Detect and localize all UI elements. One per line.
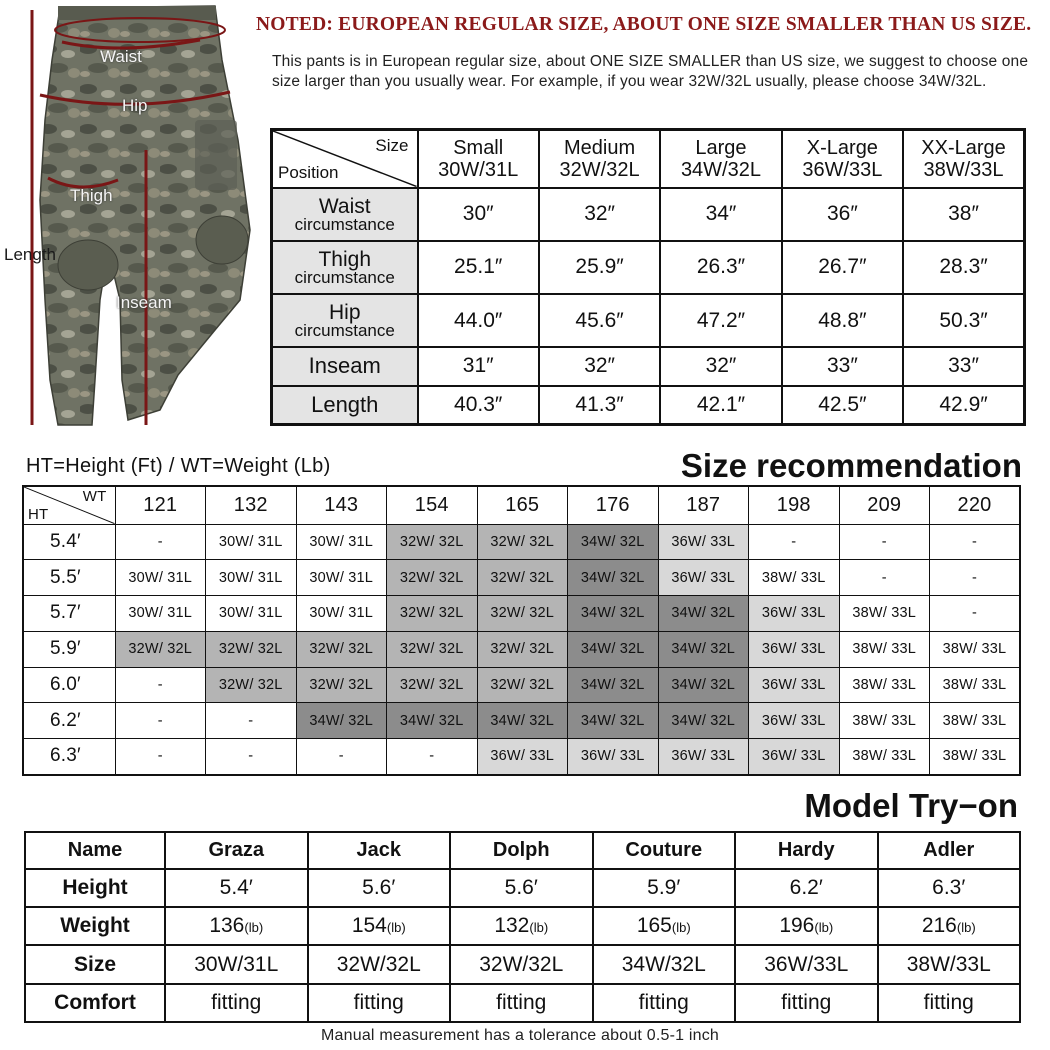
model-comfort-value: fitting bbox=[308, 984, 451, 1022]
size-chart-row bbox=[272, 294, 1025, 347]
recommended-size-cell: 38W/ 33L bbox=[839, 667, 930, 703]
recommended-size-cell: 34W/ 32L bbox=[296, 703, 387, 739]
recommended-size-cell: - bbox=[115, 524, 206, 560]
model-tryon-title: Model Try−on bbox=[804, 787, 1018, 824]
model-comfort-row bbox=[25, 984, 1020, 1022]
weight-header: 132 bbox=[206, 486, 297, 524]
measurement-label bbox=[272, 241, 418, 294]
model-weight-number: 196 bbox=[779, 914, 815, 938]
measurement-value: 42.9″ bbox=[903, 386, 1024, 425]
figure-label-length: Length bbox=[4, 245, 56, 264]
model-weight-value bbox=[735, 907, 878, 945]
recommended-size-cell: 36W/ 33L bbox=[477, 738, 568, 775]
size-name: Medium bbox=[564, 136, 636, 159]
recommended-size-cell: 36W/ 33L bbox=[658, 738, 749, 775]
recommended-size-cell: - bbox=[839, 560, 930, 596]
recommended-size-cell: 30W/ 31L bbox=[296, 524, 387, 560]
recommended-size-cell: 38W/ 33L bbox=[839, 596, 930, 632]
measurement-label bbox=[272, 188, 418, 241]
model-header-row bbox=[25, 832, 1020, 869]
recommended-size-cell: 32W/ 32L bbox=[387, 524, 478, 560]
note-body: This pants is in European regular size, about ONE SIZE SMALLER than US size, we suggest to choose one size larger than you usually wear. For example, if you wear 32W/32L usually, please choose 34W/32L. bbox=[272, 53, 1029, 90]
recommended-size-cell: 30W/ 31L bbox=[206, 524, 297, 560]
weight-header: 187 bbox=[658, 486, 749, 524]
size-code: 30W/31L bbox=[438, 158, 519, 181]
recommended-size-cell: 38W/ 33L bbox=[930, 738, 1021, 775]
recommended-size-cell: - bbox=[115, 667, 206, 703]
size-name: XX-Large bbox=[921, 136, 1006, 159]
recommended-size-cell: 34W/ 32L bbox=[568, 524, 659, 560]
recommended-size-cell: - bbox=[206, 703, 297, 739]
size-column-header bbox=[418, 130, 539, 188]
model-weight-value bbox=[450, 907, 593, 945]
recommended-size-cell: 30W/ 31L bbox=[115, 596, 206, 632]
recommended-size-cell: 36W/ 33L bbox=[658, 524, 749, 560]
height-label: 6.2′ bbox=[23, 703, 115, 739]
recommended-size-cell: 34W/ 32L bbox=[477, 703, 568, 739]
measurement-sub: circumstance bbox=[294, 267, 395, 287]
measurement-sub: circumstance bbox=[294, 214, 395, 234]
measurement-value: 34″ bbox=[660, 188, 781, 241]
model-tryon-table bbox=[24, 831, 1021, 1023]
size-column-header bbox=[782, 130, 903, 188]
recommended-size-cell: 32W/ 32L bbox=[477, 524, 568, 560]
measurement-name: Thigh bbox=[318, 247, 372, 271]
measurement-value: 26.7″ bbox=[782, 241, 903, 294]
model-row-label: Weight bbox=[25, 907, 165, 945]
recommended-size-cell: 30W/ 31L bbox=[206, 596, 297, 632]
model-weight-number: 165 bbox=[636, 914, 672, 938]
recommendation-title: Size recommendation bbox=[680, 447, 1022, 484]
corner-wt-label: WT bbox=[82, 488, 107, 505]
size-name: Large bbox=[695, 136, 747, 159]
measurement-value: 50.3″ bbox=[903, 294, 1024, 347]
model-weight-number: 216 bbox=[921, 914, 957, 938]
weight-header: 209 bbox=[839, 486, 930, 524]
recommendation-row bbox=[23, 560, 1020, 596]
weight-header: 198 bbox=[749, 486, 840, 524]
recommended-size-cell: 32W/ 32L bbox=[387, 596, 478, 632]
measurement-value: 31″ bbox=[418, 347, 539, 385]
recommended-size-cell: - bbox=[930, 524, 1021, 560]
model-name: Dolph bbox=[450, 832, 593, 869]
measurement-value: 42.1″ bbox=[660, 386, 781, 425]
recommended-size-cell: 38W/ 33L bbox=[930, 703, 1021, 739]
model-comfort-value: fitting bbox=[450, 984, 593, 1022]
size-chart-corner bbox=[272, 130, 418, 188]
measurement-value: 42.5″ bbox=[782, 386, 903, 425]
model-name: Couture bbox=[593, 832, 736, 869]
weight-header: 176 bbox=[568, 486, 659, 524]
model-height-value: 5.9′ bbox=[593, 869, 736, 907]
size-chart-header-row bbox=[272, 130, 1025, 188]
recommended-size-cell: 34W/ 32L bbox=[568, 667, 659, 703]
measurement-value: 40.3″ bbox=[418, 386, 539, 425]
model-height-value: 5.6′ bbox=[450, 869, 593, 907]
size-code: 38W/33L bbox=[923, 158, 1004, 181]
height-label: 5.5′ bbox=[23, 560, 115, 596]
model-row-label: Height bbox=[25, 869, 165, 907]
recommended-size-cell: - bbox=[115, 738, 206, 775]
recommended-size-cell: 32W/ 32L bbox=[477, 560, 568, 596]
recommended-size-cell: 32W/ 32L bbox=[115, 631, 206, 667]
corner-position-label: Position bbox=[278, 162, 339, 182]
model-row-label: Size bbox=[25, 945, 165, 983]
measurement-value: 45.6″ bbox=[539, 294, 660, 347]
weight-header: 220 bbox=[930, 486, 1021, 524]
measurement-value: 26.3″ bbox=[660, 241, 781, 294]
recommended-size-cell: - bbox=[930, 560, 1021, 596]
size-column-header bbox=[903, 130, 1024, 188]
model-name: Adler bbox=[878, 832, 1021, 869]
recommended-size-cell: 38W/ 33L bbox=[839, 631, 930, 667]
size-chart-row bbox=[272, 188, 1025, 241]
recommended-size-cell: - bbox=[206, 738, 297, 775]
weight-header: 121 bbox=[115, 486, 206, 524]
weight-header: 165 bbox=[477, 486, 568, 524]
recommended-size-cell: - bbox=[296, 738, 387, 775]
size-chart-row bbox=[272, 241, 1025, 294]
height-label: 6.0′ bbox=[23, 667, 115, 703]
recommended-size-cell: 34W/ 32L bbox=[658, 667, 749, 703]
measurement-value: 25.1″ bbox=[418, 241, 539, 294]
weight-header: 154 bbox=[387, 486, 478, 524]
recommended-size-cell: 30W/ 31L bbox=[296, 596, 387, 632]
corner-ht-label: HT bbox=[28, 505, 49, 523]
recommended-size-cell: 34W/ 32L bbox=[568, 631, 659, 667]
recommendation-legend: HT=Height (Ft) / WT=Weight (Lb) bbox=[26, 455, 331, 477]
model-comfort-value: fitting bbox=[878, 984, 1021, 1022]
recommended-size-cell: 36W/ 33L bbox=[749, 667, 840, 703]
recommended-size-cell: 32W/ 32L bbox=[477, 667, 568, 703]
recommendation-row bbox=[23, 667, 1020, 703]
measurement-sub: circumstance bbox=[294, 321, 395, 341]
recommended-size-cell: - bbox=[749, 524, 840, 560]
size-code: 32W/32L bbox=[559, 158, 640, 181]
recommendation-row bbox=[23, 596, 1020, 632]
recommendation-corner bbox=[23, 486, 115, 524]
height-label: 5.7′ bbox=[23, 596, 115, 632]
model-weight-value bbox=[308, 907, 451, 945]
model-weight-unit: (lb) bbox=[671, 920, 691, 936]
figure-label-waist: Waist bbox=[100, 47, 142, 66]
recommended-size-cell: 32W/ 32L bbox=[477, 631, 568, 667]
note-title: NOTED: EUROPEAN REGULAR SIZE, ABOUT ONE SIZE SMALLER THAN US SIZE. bbox=[256, 14, 1032, 35]
measurement-value: 48.8″ bbox=[782, 294, 903, 347]
model-comfort-value: fitting bbox=[735, 984, 878, 1022]
weight-header: 143 bbox=[296, 486, 387, 524]
recommendation-row bbox=[23, 524, 1020, 560]
recommended-size-cell: 38W/ 33L bbox=[749, 560, 840, 596]
recommended-size-cell: - bbox=[387, 738, 478, 775]
recommended-size-cell: 38W/ 33L bbox=[839, 703, 930, 739]
measurement-value: 38″ bbox=[903, 188, 1024, 241]
recommended-size-cell: 36W/ 33L bbox=[749, 703, 840, 739]
measurement-value: 44.0″ bbox=[418, 294, 539, 347]
measurement-label bbox=[272, 294, 418, 347]
recommended-size-cell: 34W/ 32L bbox=[568, 703, 659, 739]
model-weight-unit: (lb) bbox=[386, 920, 406, 936]
size-name: X-Large bbox=[806, 136, 878, 159]
model-weight-row bbox=[25, 907, 1020, 945]
measurement-value: 32″ bbox=[539, 347, 660, 385]
model-weight-value bbox=[165, 907, 308, 945]
recommended-size-cell: - bbox=[839, 524, 930, 560]
measurement-name: Length bbox=[311, 391, 379, 417]
recommended-size-cell: 34W/ 32L bbox=[568, 560, 659, 596]
model-size-value: 32W/32L bbox=[450, 945, 593, 983]
recommended-size-cell: 32W/ 32L bbox=[387, 667, 478, 703]
recommended-size-cell: - bbox=[930, 596, 1021, 632]
model-height-value: 6.2′ bbox=[735, 869, 878, 907]
measurement-name: Inseam bbox=[308, 353, 381, 379]
model-size-value: 30W/31L bbox=[165, 945, 308, 983]
recommended-size-cell: 36W/ 33L bbox=[568, 738, 659, 775]
recommended-size-cell: 32W/ 32L bbox=[387, 560, 478, 596]
measurement-label bbox=[272, 386, 418, 425]
figure-label-inseam: Inseam bbox=[116, 293, 172, 312]
height-label: 5.4′ bbox=[23, 524, 115, 560]
model-size-value: 34W/32L bbox=[593, 945, 736, 983]
size-chart-row bbox=[272, 347, 1025, 385]
recommended-size-cell: 36W/ 33L bbox=[749, 596, 840, 632]
model-name-header: Name bbox=[25, 832, 165, 869]
recommended-size-cell: 34W/ 32L bbox=[658, 631, 749, 667]
pants-illustration bbox=[0, 0, 262, 432]
measurement-value: 32″ bbox=[539, 188, 660, 241]
recommended-size-cell: 34W/ 32L bbox=[387, 703, 478, 739]
model-comfort-value: fitting bbox=[593, 984, 736, 1022]
recommended-size-cell: 32W/ 32L bbox=[296, 667, 387, 703]
model-height-value: 5.4′ bbox=[165, 869, 308, 907]
size-chart-row bbox=[272, 386, 1025, 425]
recommended-size-cell: 32W/ 32L bbox=[206, 631, 297, 667]
measurement-value: 32″ bbox=[660, 347, 781, 385]
recommended-size-cell: 34W/ 32L bbox=[658, 596, 749, 632]
model-size-row bbox=[25, 945, 1020, 983]
recommended-size-cell: 34W/ 32L bbox=[568, 596, 659, 632]
model-row-label: Comfort bbox=[25, 984, 165, 1022]
measurement-footnote: Manual measurement has a tolerance about 0.5-1 inch bbox=[321, 1027, 719, 1044]
recommended-size-cell: 36W/ 33L bbox=[658, 560, 749, 596]
model-weight-unit: (lb) bbox=[529, 920, 549, 936]
recommended-size-cell: 38W/ 33L bbox=[839, 738, 930, 775]
recommendation-row bbox=[23, 703, 1020, 739]
model-name: Graza bbox=[165, 832, 308, 869]
measurement-value: 41.3″ bbox=[539, 386, 660, 425]
recommended-size-cell: 32W/ 32L bbox=[477, 596, 568, 632]
recommended-size-cell: 36W/ 33L bbox=[749, 738, 840, 775]
model-size-value: 36W/33L bbox=[735, 945, 878, 983]
measurement-value: 30″ bbox=[418, 188, 539, 241]
figure-label-thigh: Thigh bbox=[70, 186, 113, 205]
measurement-value: 33″ bbox=[903, 347, 1024, 385]
measurement-label bbox=[272, 347, 418, 385]
size-code: 34W/32L bbox=[680, 158, 761, 181]
model-size-value: 38W/33L bbox=[878, 945, 1021, 983]
height-label: 5.9′ bbox=[23, 631, 115, 667]
size-code: 36W/33L bbox=[802, 158, 883, 181]
measurement-value: 47.2″ bbox=[660, 294, 781, 347]
recommended-size-cell: 36W/ 33L bbox=[749, 631, 840, 667]
size-chart-table bbox=[270, 128, 1026, 426]
model-weight-unit: (lb) bbox=[814, 920, 834, 936]
recommended-size-cell: 32W/ 32L bbox=[387, 631, 478, 667]
recommended-size-cell: 30W/ 31L bbox=[206, 560, 297, 596]
recommended-size-cell: 30W/ 31L bbox=[115, 560, 206, 596]
model-name: Hardy bbox=[735, 832, 878, 869]
model-weight-unit: (lb) bbox=[956, 920, 976, 936]
recommendation-row bbox=[23, 738, 1020, 775]
measurement-value: 36″ bbox=[782, 188, 903, 241]
model-weight-value bbox=[593, 907, 736, 945]
recommended-size-cell: 30W/ 31L bbox=[296, 560, 387, 596]
model-weight-number: 132 bbox=[494, 914, 530, 938]
recommended-size-cell: 34W/ 32L bbox=[658, 703, 749, 739]
size-recommendation-table bbox=[22, 485, 1021, 776]
recommended-size-cell: 32W/ 32L bbox=[206, 667, 297, 703]
measurement-name: Hip bbox=[328, 301, 361, 325]
corner-size-label: Size bbox=[375, 136, 409, 155]
size-column-header bbox=[539, 130, 660, 188]
model-height-value: 5.6′ bbox=[308, 869, 451, 907]
model-weight-value bbox=[878, 907, 1021, 945]
recommendation-row bbox=[23, 631, 1020, 667]
height-label: 6.3′ bbox=[23, 738, 115, 775]
model-weight-unit: (lb) bbox=[244, 920, 264, 936]
size-column-header bbox=[660, 130, 781, 188]
model-name: Jack bbox=[308, 832, 451, 869]
recommended-size-cell: 38W/ 33L bbox=[930, 667, 1021, 703]
recommended-size-cell: - bbox=[115, 703, 206, 739]
measurement-name: Waist bbox=[318, 194, 371, 218]
recommended-size-cell: 38W/ 33L bbox=[930, 631, 1021, 667]
recommended-size-cell: 32W/ 32L bbox=[296, 631, 387, 667]
measurement-value: 28.3″ bbox=[903, 241, 1024, 294]
model-weight-number: 136 bbox=[209, 914, 245, 938]
recommendation-header-row bbox=[23, 486, 1020, 524]
figure-label-hip: Hip bbox=[122, 96, 148, 115]
model-height-row bbox=[25, 869, 1020, 907]
measurement-value: 33″ bbox=[782, 347, 903, 385]
model-weight-number: 154 bbox=[351, 914, 387, 938]
model-size-value: 32W/32L bbox=[308, 945, 451, 983]
model-height-value: 6.3′ bbox=[878, 869, 1021, 907]
model-comfort-value: fitting bbox=[165, 984, 308, 1022]
measurement-value: 25.9″ bbox=[539, 241, 660, 294]
size-name: Small bbox=[453, 136, 504, 159]
